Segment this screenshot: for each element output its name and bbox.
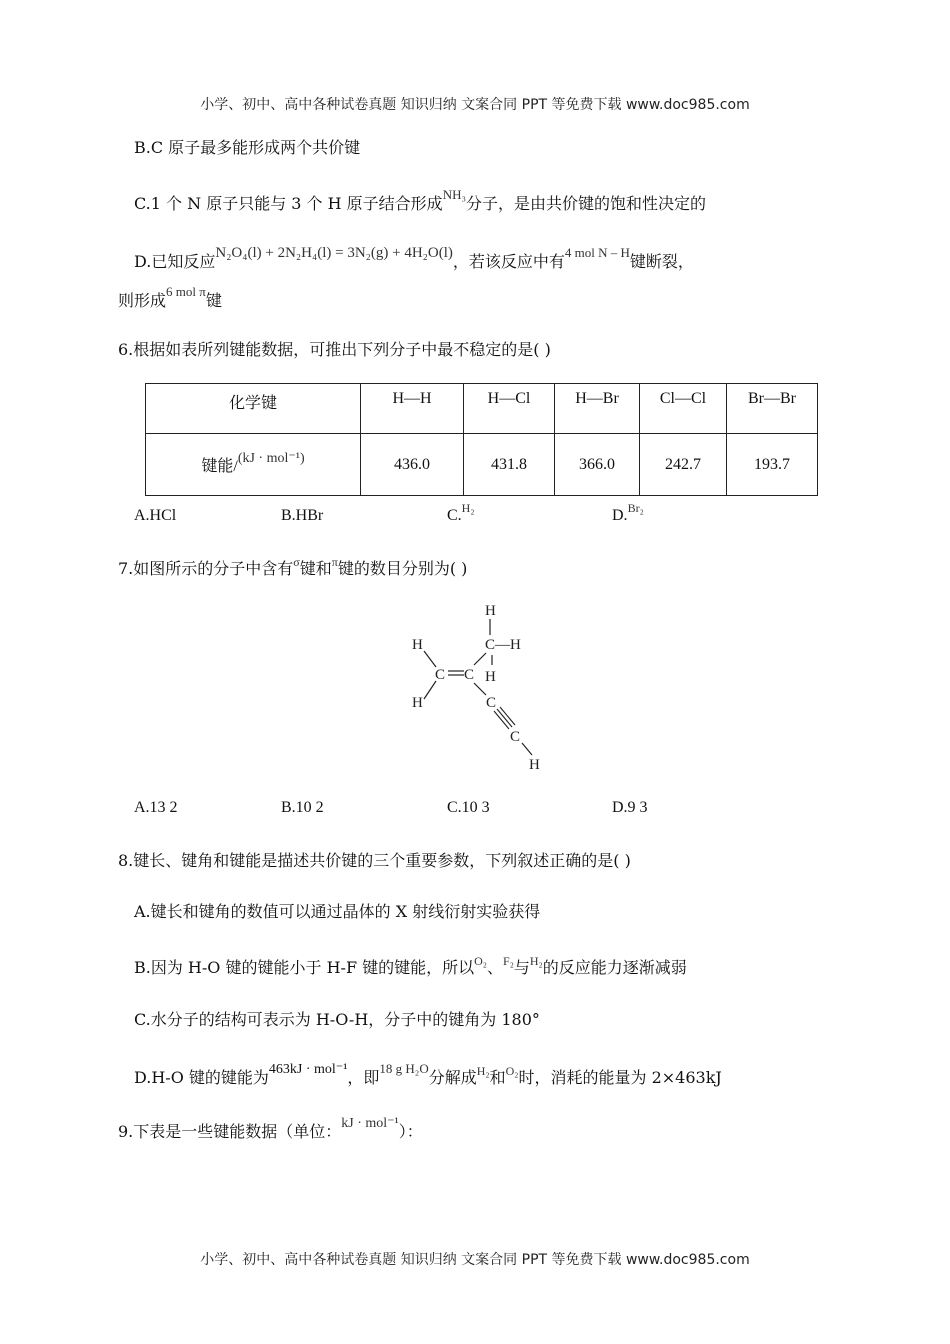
energy-label: 键能/ bbox=[201, 458, 238, 475]
q8-d-mid2: 分解成 bbox=[428, 1068, 477, 1087]
q8-b-post: 的反应能力逐渐减弱 bbox=[542, 958, 687, 977]
q8-d-mass: 18 g H₂O bbox=[379, 1061, 429, 1076]
table-cell-value: 366.0 bbox=[555, 434, 640, 496]
q5-d2-amount: 6 mol π bbox=[166, 284, 206, 299]
table-cell-header: Cl—Cl bbox=[640, 384, 727, 434]
q5-c-pre: C.1 个 N 原子只能与 3 个 H 原子结合形成 bbox=[134, 194, 443, 213]
table-cell-header: Br—Br bbox=[727, 384, 818, 434]
q8-option-b bbox=[134, 955, 687, 978]
q6-option-a: A.HCl bbox=[134, 507, 177, 524]
q5-c-formula: NH₃ bbox=[442, 187, 466, 202]
q5-d-amount: 4 mol N – H bbox=[564, 245, 630, 260]
q6-option-d-formula: Br₂ bbox=[627, 501, 644, 515]
table-cell-header: H—H bbox=[361, 384, 464, 434]
q5-option-d-cont bbox=[118, 284, 222, 311]
bond-energy-table bbox=[145, 383, 818, 496]
q8-option-d bbox=[134, 1061, 722, 1088]
q6-option-c-formula: H₂ bbox=[461, 501, 475, 515]
q9-stem bbox=[118, 1116, 423, 1142]
q8-d-h2: H₂ bbox=[476, 1064, 490, 1078]
q7-option-a: A.13 2 bbox=[134, 799, 178, 816]
q7-stem-pre: 7.如图所示的分子中含有 bbox=[118, 559, 294, 578]
table-row-values bbox=[146, 434, 818, 496]
q9-stem-pre: 9.下表是一些键能数据（单位： bbox=[118, 1122, 342, 1141]
q5-option-c bbox=[134, 187, 707, 214]
atom-c: C bbox=[486, 695, 497, 711]
q6-option-c bbox=[447, 501, 475, 525]
q7-stem bbox=[118, 556, 467, 579]
q5-c-post: 分子，是由共价键的饱和性决定的 bbox=[466, 194, 707, 213]
atom-c: C bbox=[464, 667, 475, 683]
q5-d-pre: D.已知反应 bbox=[134, 252, 216, 271]
q7-option-c: C.10 3 bbox=[447, 799, 490, 816]
table-cell-header: H—Br bbox=[555, 384, 640, 434]
q8-d-value: 463kJ · mol⁻¹ bbox=[268, 1062, 348, 1077]
atom-h: H bbox=[529, 757, 540, 773]
q8-d-o2: O₂ bbox=[505, 1064, 519, 1078]
atom-c: C bbox=[510, 729, 521, 745]
q7-option-d: D.9 3 bbox=[612, 799, 648, 816]
q5-d-equation: N₂O₄(l) + 2N₂H₄(l) = 3N₂(g) + 4H₂O(l) bbox=[215, 245, 453, 261]
q7-option-b: B.10 2 bbox=[281, 799, 324, 816]
q8-d-mid: ，即 bbox=[347, 1068, 380, 1087]
q5-option-b: B.C 原子最多能形成两个共价键 bbox=[134, 138, 361, 157]
q7-stem-post: 键的数目分别为( ) bbox=[337, 559, 468, 578]
q8-option-c: C.水分子的结构可表示为 H-O-H，分子中的键角为 180° bbox=[134, 1010, 540, 1029]
atom-h: H bbox=[412, 695, 423, 711]
table-cell-value: 193.7 bbox=[727, 434, 818, 496]
atom-ch: C—H bbox=[485, 637, 521, 653]
q6-stem: 6.根据如表所列键能数据，可推出下列分子中最不稳定的是( ) bbox=[118, 340, 551, 359]
molecule-diagram bbox=[400, 595, 560, 775]
atom-h: H bbox=[412, 637, 423, 653]
atom-c: C bbox=[435, 667, 446, 683]
q6-option-b: B.HBr bbox=[281, 507, 324, 524]
pi-symbol: π bbox=[331, 555, 338, 569]
q8-b-f2: F₂ bbox=[503, 954, 514, 968]
sigma-symbol: σ bbox=[293, 555, 300, 569]
q8-option-a: A.键长和键角的数值可以通过晶体的 X 射线衍射实验获得 bbox=[134, 902, 541, 921]
atom-h: H bbox=[485, 669, 496, 685]
q9-stem-post: ）： bbox=[398, 1122, 423, 1141]
table-cell-label bbox=[146, 434, 361, 496]
q8-b-o2: O₂ bbox=[474, 954, 487, 968]
atom-h: H bbox=[485, 603, 496, 619]
q5-d2-post: 键 bbox=[205, 291, 222, 310]
q5-d-mid: ，若该反应中有 bbox=[452, 252, 565, 271]
q5-d-post: 键断裂， bbox=[629, 252, 694, 271]
table-row-header bbox=[146, 384, 818, 434]
q8-b-pre: B.因为 H-O 键的键能小于 H-F 键的键能，所以 bbox=[134, 958, 475, 977]
q8-d-and: 和 bbox=[489, 1068, 506, 1087]
q8-b-mid: 与 bbox=[513, 958, 530, 977]
q6-option-c-label: C. bbox=[447, 507, 462, 524]
q8-stem: 8.键长、键角和键能是描述共价键的三个重要参数，下列叙述正确的是( ) bbox=[118, 851, 631, 870]
q6-option-d bbox=[612, 501, 644, 525]
q8-d-pre: D.H-O 键的键能为 bbox=[134, 1068, 269, 1087]
energy-unit: (kJ · mol⁻¹) bbox=[237, 451, 305, 466]
q8-d-post: 时，消耗的能量为 2×463kJ bbox=[518, 1068, 722, 1087]
table-cell-value: 242.7 bbox=[640, 434, 727, 496]
q9-unit: kJ · mol⁻¹ bbox=[341, 1116, 399, 1131]
q7-stem-mid: 键和 bbox=[299, 559, 332, 578]
table-cell-label: 化学键 bbox=[146, 384, 361, 434]
page-header: 小学、初中、高中各种试卷真题 知识归纳 文案合同 PPT 等免费下载 www.doc985.com bbox=[200, 97, 750, 113]
q6-option-d-label: D. bbox=[612, 507, 628, 524]
table-cell-header: H—Cl bbox=[464, 384, 555, 434]
table-cell-value: 431.8 bbox=[464, 434, 555, 496]
page-footer: 小学、初中、高中各种试卷真题 知识归纳 文案合同 PPT 等免费下载 www.doc985.com bbox=[200, 1252, 750, 1268]
q8-b-h2: H₂ bbox=[529, 954, 543, 968]
q5-option-d bbox=[134, 245, 694, 272]
q5-d2-pre: 则形成 bbox=[118, 291, 167, 310]
table-cell-value: 436.0 bbox=[361, 434, 464, 496]
q8-b-sep: 、 bbox=[487, 958, 504, 977]
